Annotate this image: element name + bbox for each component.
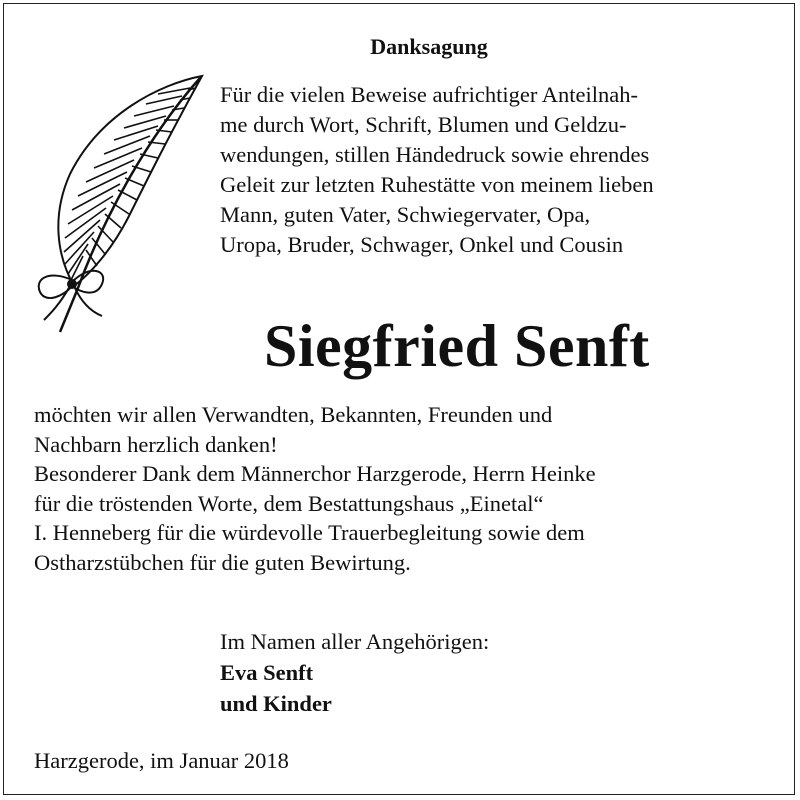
thanks-line: I. Henneberg für die würdevolle Trauerbegleitung sowie dem <box>34 520 585 545</box>
intro-line: Mann, guten Vater, Schwiegervater, Opa, <box>220 202 591 227</box>
thanks-line: Ostharzstübchen für die guten Bewirtung. <box>34 549 411 575</box>
intro-line: Für die vielen Beweise aufrichtiger Anteilnah- <box>220 82 638 107</box>
thanks-line: Nachbarn herzlich danken! <box>34 431 278 457</box>
obituary-notice <box>3 3 795 795</box>
thanks-line: möchten wir allen Verwandten, Bekannten, Freunden und <box>34 402 553 427</box>
signature-name: Eva Senft <box>220 660 314 685</box>
thanks-line: für die tröstenden Worte, dem Bestattungshaus „Einetal“ <box>34 490 544 516</box>
signature-block <box>220 626 489 719</box>
feather-with-ribbon-icon <box>30 74 205 334</box>
intro-line: me durch Wort, Schrift, Blumen und Geldzu- <box>220 112 627 137</box>
thanks-text <box>34 400 784 577</box>
thanks-line: Besonderer Dank dem Männerchor Harzgerode, Herrn Heinke <box>34 461 596 486</box>
place-date: Harzgerode, im Januar 2018 <box>34 748 289 773</box>
intro-line: Uropa, Bruder, Schwager, Onkel und Cousin <box>220 232 624 257</box>
signature-preface: Im Namen aller Angehörigen: <box>220 629 490 654</box>
signature-family: und Kinder <box>220 691 332 716</box>
notice-heading: Danksagung <box>370 34 488 59</box>
intro-line: Geleit zur letzten Ruhestätte von meinem lieben <box>220 172 654 197</box>
intro-text <box>220 80 780 260</box>
deceased-name: Siegfried Senft <box>264 313 650 379</box>
intro-line: wendungen, stillen Händedruck sowie ehrendes <box>220 142 650 167</box>
